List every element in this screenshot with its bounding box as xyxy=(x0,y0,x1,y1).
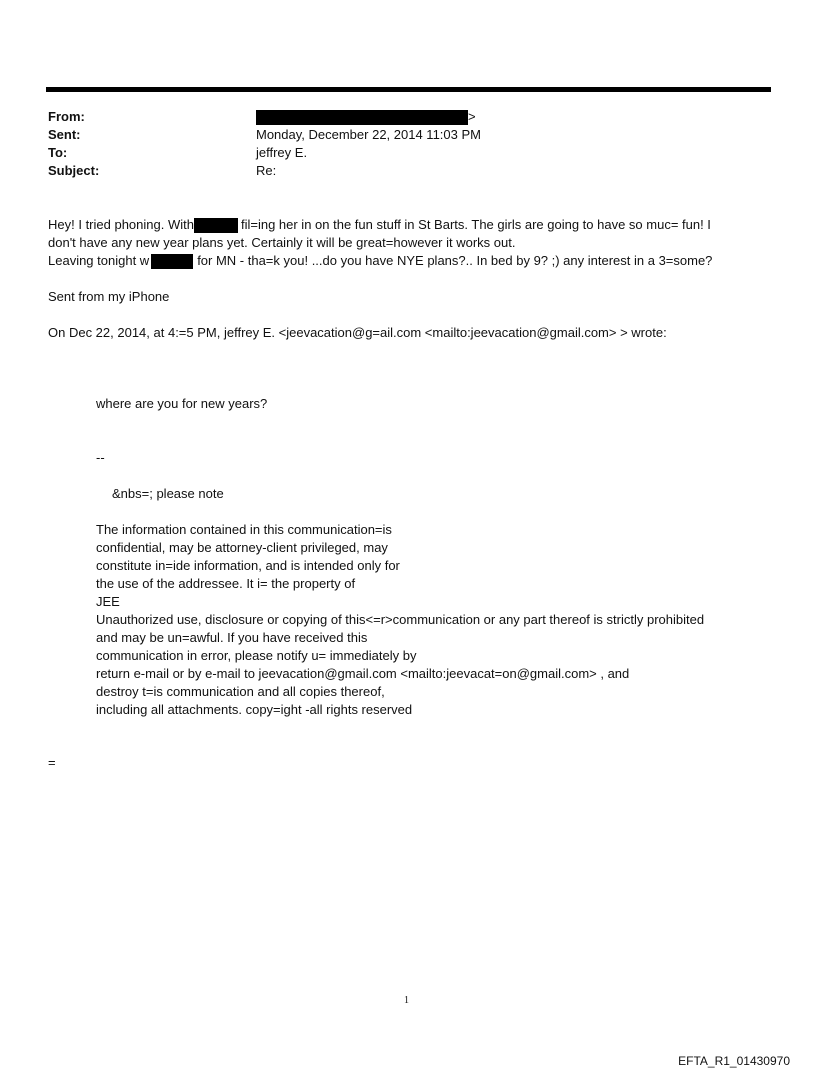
notice-line: communication in error, please notify u= immediately by xyxy=(96,648,417,663)
notice-line: constitute in=ide information, and is intended only for xyxy=(96,558,400,573)
please-note: &nbs=; please note xyxy=(112,486,224,501)
body-line-2: don't have any new year plans yet. Certainly it will be great=however it works out. xyxy=(48,235,516,250)
signature-dash: -- xyxy=(96,450,105,465)
redacted-name xyxy=(194,218,238,233)
to-value: jeffrey E. xyxy=(256,145,308,160)
subject-value: Re: xyxy=(256,163,277,178)
trailer-char: = xyxy=(48,755,56,770)
quoted-question: where are you for new years? xyxy=(96,396,268,411)
notice-line: JEE xyxy=(96,594,120,609)
from-label: From: xyxy=(48,109,85,124)
notice-line: destroy t=is communication and all copies thereof, xyxy=(96,684,385,699)
notice-line: The information contained in this communication=is xyxy=(96,522,392,537)
notice-line: Unauthorized use, disclosure or copying of this<=r>communication or any part thereof is strictly prohibited xyxy=(96,612,705,627)
sent-value: Monday, December 22, 2014 11:03 PM xyxy=(256,127,481,142)
body-line-3-end: for MN - tha=k you! ...do you have NYE plans?.. In bed by 9? ;) any interest in a 3=some? xyxy=(197,253,713,268)
header-rule xyxy=(46,87,771,92)
from-value-suffix: > xyxy=(468,109,476,124)
notice-line: including all attachments. copy=ight -all rights reserved xyxy=(96,702,413,717)
from-value xyxy=(256,108,476,126)
document-id: EFTA_R1_01430970 xyxy=(678,1054,790,1068)
redacted-sender xyxy=(256,110,468,125)
body-line-3-start: Leaving tonight w xyxy=(48,253,150,268)
body-line-1 xyxy=(48,216,711,234)
notice-line: confidential, may be attorney-client privileged, may xyxy=(96,540,388,555)
notice-line: return e-mail or by e-mail to jeevacation@gmail.com <mailto:jeevacat=on@gmail.com> , and xyxy=(96,666,630,681)
to-label: To: xyxy=(48,145,68,160)
sent-from-line: Sent from my iPhone xyxy=(48,289,170,304)
body-line-1-end: fil=ing her in on the fun stuff in St Barts. The girls are going to have so muc= fun! I xyxy=(240,217,711,232)
sent-label: Sent: xyxy=(48,127,81,142)
redacted-name xyxy=(151,254,193,269)
subject-label: Subject: xyxy=(48,163,100,178)
body-line-1-start: Hey! I tried phoning. With xyxy=(48,217,194,232)
notice-line: and may be un=awful. If you have received this xyxy=(96,630,368,645)
quote-header: On Dec 22, 2014, at 4:=5 PM, jeffrey E. <jeevacation@g=ail.com <mailto:jeevacation@gmail.com> > wrote: xyxy=(48,325,667,340)
body-line-3 xyxy=(48,252,712,270)
notice-line: the use of the addressee. It i= the property of xyxy=(96,576,356,591)
page-number: 1 xyxy=(404,995,409,1006)
